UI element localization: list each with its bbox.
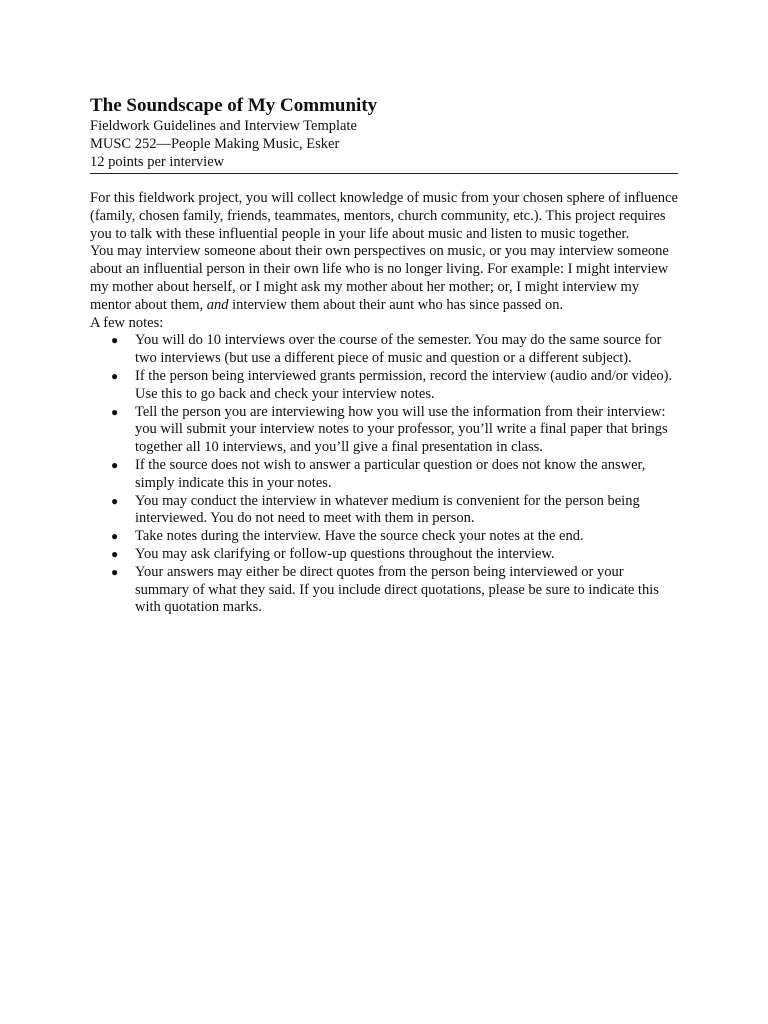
bullet-icon: ● xyxy=(111,546,119,561)
note-text: You may ask clarifying or follow-up questions throughout the interview. xyxy=(135,545,555,562)
bullet-icon: ● xyxy=(111,457,119,472)
note-text: Your answers may either be direct quotes from the person being interviewed or your summary of what they said. If you include direct quotations, please be sure to indicate this with quotation marks. xyxy=(135,563,659,616)
list-item xyxy=(90,564,680,617)
list-item xyxy=(90,528,680,546)
note-text: Tell the person you are interviewing how you will use the information from their interview: you will submit your interview notes to your professor, you’ll write a final paper that brings together all 10 interviews, and you’ll give a final presentation in class. xyxy=(135,403,668,456)
list-item xyxy=(90,404,680,457)
intro-paragraph: For this fieldwork project, you will collect knowledge of music from your chosen sphere of influence (family, chosen family, friends, teammates, mentors, church community, etc.). This project requires you to talk with these influential people in your life about music and listen to music together. xyxy=(90,190,678,242)
note-text: Take notes during the interview. Have the source check your notes at the end. xyxy=(135,528,584,545)
list-item xyxy=(90,368,680,404)
header-divider xyxy=(90,173,678,174)
note-text: If the source does not wish to answer a particular question or does not know the answer, simply indicate this in your notes. xyxy=(135,456,646,491)
bullet-icon: ● xyxy=(111,529,119,544)
subtitle-guidelines: Fieldwork Guidelines and Interview Template xyxy=(90,118,357,134)
notes-heading: A few notes: xyxy=(90,314,164,331)
list-item xyxy=(90,493,680,529)
notes-list xyxy=(90,332,680,617)
subtitle-course: MUSC 252—People Making Music, Esker xyxy=(90,136,340,152)
list-item xyxy=(90,546,680,564)
document-page xyxy=(90,94,680,617)
bullet-icon: ● xyxy=(111,404,119,419)
bullet-icon: ● xyxy=(111,564,119,579)
bullet-icon: ● xyxy=(111,333,119,348)
bullet-icon: ● xyxy=(111,493,119,508)
document-body xyxy=(90,190,680,617)
note-text: You will do 10 interviews over the course of the semester. You may do the same source for two interviews (but use a different piece of music and question or a different subject). xyxy=(135,332,662,367)
interview-options-paragraph xyxy=(90,243,680,314)
note-text: You may conduct the interview in whatever medium is convenient for the person being interviewed. You do not need to meet with them in person. xyxy=(135,492,640,527)
subtitle-points: 12 points per interview xyxy=(90,154,225,170)
interview-options-text-start: You may interview someone about their own perspectives on music, or you may interview someone about an influential person in their own life who is no longer living. For example: I might interview my mother about herself, or I might ask my mother about her mother; or, I might interview my mentor about them, xyxy=(90,243,669,313)
note-text: If the person being interviewed grants permission, record the interview (audio and/or video). Use this to go back and check your interview notes. xyxy=(135,367,673,402)
list-item xyxy=(90,332,680,368)
interview-options-text-end: interview them about their aunt who has since passed on. xyxy=(228,296,564,313)
list-item xyxy=(90,457,680,493)
bullet-icon: ● xyxy=(111,368,119,383)
interview-options-emphasis: and xyxy=(206,296,229,313)
document-title: The Soundscape of My Community xyxy=(90,95,378,116)
